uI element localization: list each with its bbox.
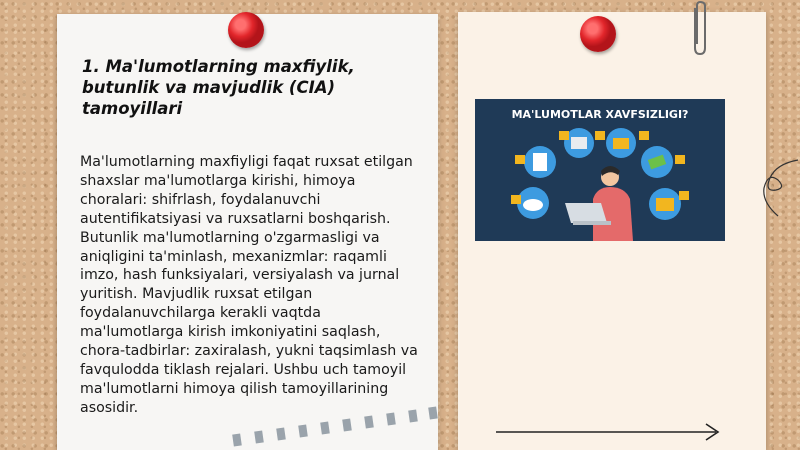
- push-pin-left: [228, 12, 264, 48]
- arrow-right-icon: [494, 420, 724, 444]
- slide-heading: 1. Ma'lumotlarning maxfiylik, butunlik va mavjudlik (CIA) tamoyillari: [82, 57, 355, 118]
- data-security-illustration: [475, 99, 725, 241]
- slide-body-text: Ma'lumotlarning maxfiyligi faqat ruxsat etilgan shaxslar ma'lumotlarga kirishi, himoya choralari: shifrlash, foydalanuvchi autentifikatsiyasi va ruxsatlarni boshqarish. Butunlik ma'lumotlarning o'zgarmasligi va aniqligini ta'minlash, mexanizmlar: raqamli imzo, hash funksiyalari, versiyalash va jurnal yuritish. Mavjudlik ruxsat etilgan foydalanuvchilarga kerakli vaqtda ma'lumotlarga kirish imkoniyatini saqlash, chora-tadbirlar: zaxiralash, yukni taqsimlash va favqulodda tiklash rejalari. Ushbu uch tamoyil ma'lumotlarni himoya qilish tamoyillarining asosidir.: [80, 154, 418, 416]
- paper-binding-marks: [225, 400, 440, 450]
- paper-clip-icon: [688, 0, 712, 58]
- illustration-title: MA'LUMOTLAR XAVFSIZLIGI?: [511, 108, 689, 121]
- doodle-loop-icon: [758, 158, 800, 218]
- push-pin-right: [580, 16, 616, 52]
